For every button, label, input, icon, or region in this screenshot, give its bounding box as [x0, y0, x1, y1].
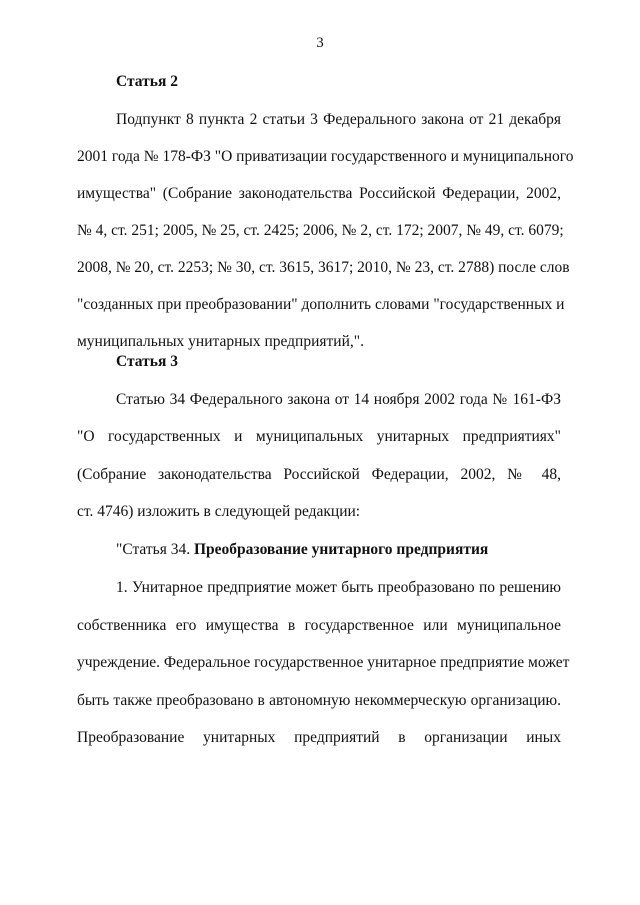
word: Преобразование	[77, 729, 185, 746]
article-34-line-1: 1. Унитарное предприятие может быть преобразовано по решению	[116, 579, 561, 596]
article-34-heading	[116, 541, 561, 559]
word: иных	[526, 729, 561, 746]
article-3-heading: Статья 3	[116, 353, 178, 370]
article-34-line-5	[77, 729, 561, 747]
article-2-line-7: муниципальных унитарных предприятий,".	[77, 333, 364, 350]
word: предприятий	[294, 729, 380, 746]
article-34-line-4: быть также преобразовано в автономную некоммерческую организацию.	[77, 692, 561, 709]
article-3-line-3: (Собрание законодательства Российской Федерации, 2002, № 48,	[77, 466, 561, 483]
word: унитарных	[203, 729, 276, 746]
page-number: 3	[316, 35, 324, 51]
article-3-line-4: ст. 4746) изложить в следующей редакции:	[77, 503, 361, 520]
word: организации	[424, 729, 508, 746]
article-34-prefix: "Статья 34.	[116, 541, 194, 558]
article-2-line-1: Подпункт 8 пункта 2 статьи 3 Федерального закона от 21 декабря	[116, 111, 561, 128]
article-34-line-2: собственника его имущества в государственное или муниципальное	[77, 617, 561, 634]
word: в	[398, 729, 406, 746]
article-2-line-5: 2008, № 20, ст. 2253; № 30, ст. 3615, 3617; 2010, № 23, ст. 2788) после слов	[77, 259, 570, 276]
article-34-line-3: учреждение. Федеральное государственное унитарное предприятие может	[77, 654, 570, 671]
article-2-line-4: № 4, ст. 251; 2005, № 25, ст. 2425; 2006, № 2, ст. 172; 2007, № 49, ст. 6079;	[77, 222, 564, 239]
article-2-heading: Статья 2	[116, 73, 178, 90]
article-3-line-1: Статью 34 Федерального закона от 14 ноября 2002 года № 161-ФЗ	[116, 391, 561, 408]
article-2-line-3: имущества" (Собрание законодательства Российской Федерации, 2002,	[77, 185, 561, 202]
article-2-line-2: 2001 года № 178-ФЗ "О приватизации государственного и муниципального	[77, 148, 574, 165]
article-3-line-2: "О государственных и муниципальных унитарных предприятиях"	[77, 428, 561, 445]
article-2-line-6: "созданных при преобразовании" дополнить словами "государственных и	[77, 296, 565, 313]
article-34-title: Преобразование унитарного предприятия	[194, 541, 489, 558]
